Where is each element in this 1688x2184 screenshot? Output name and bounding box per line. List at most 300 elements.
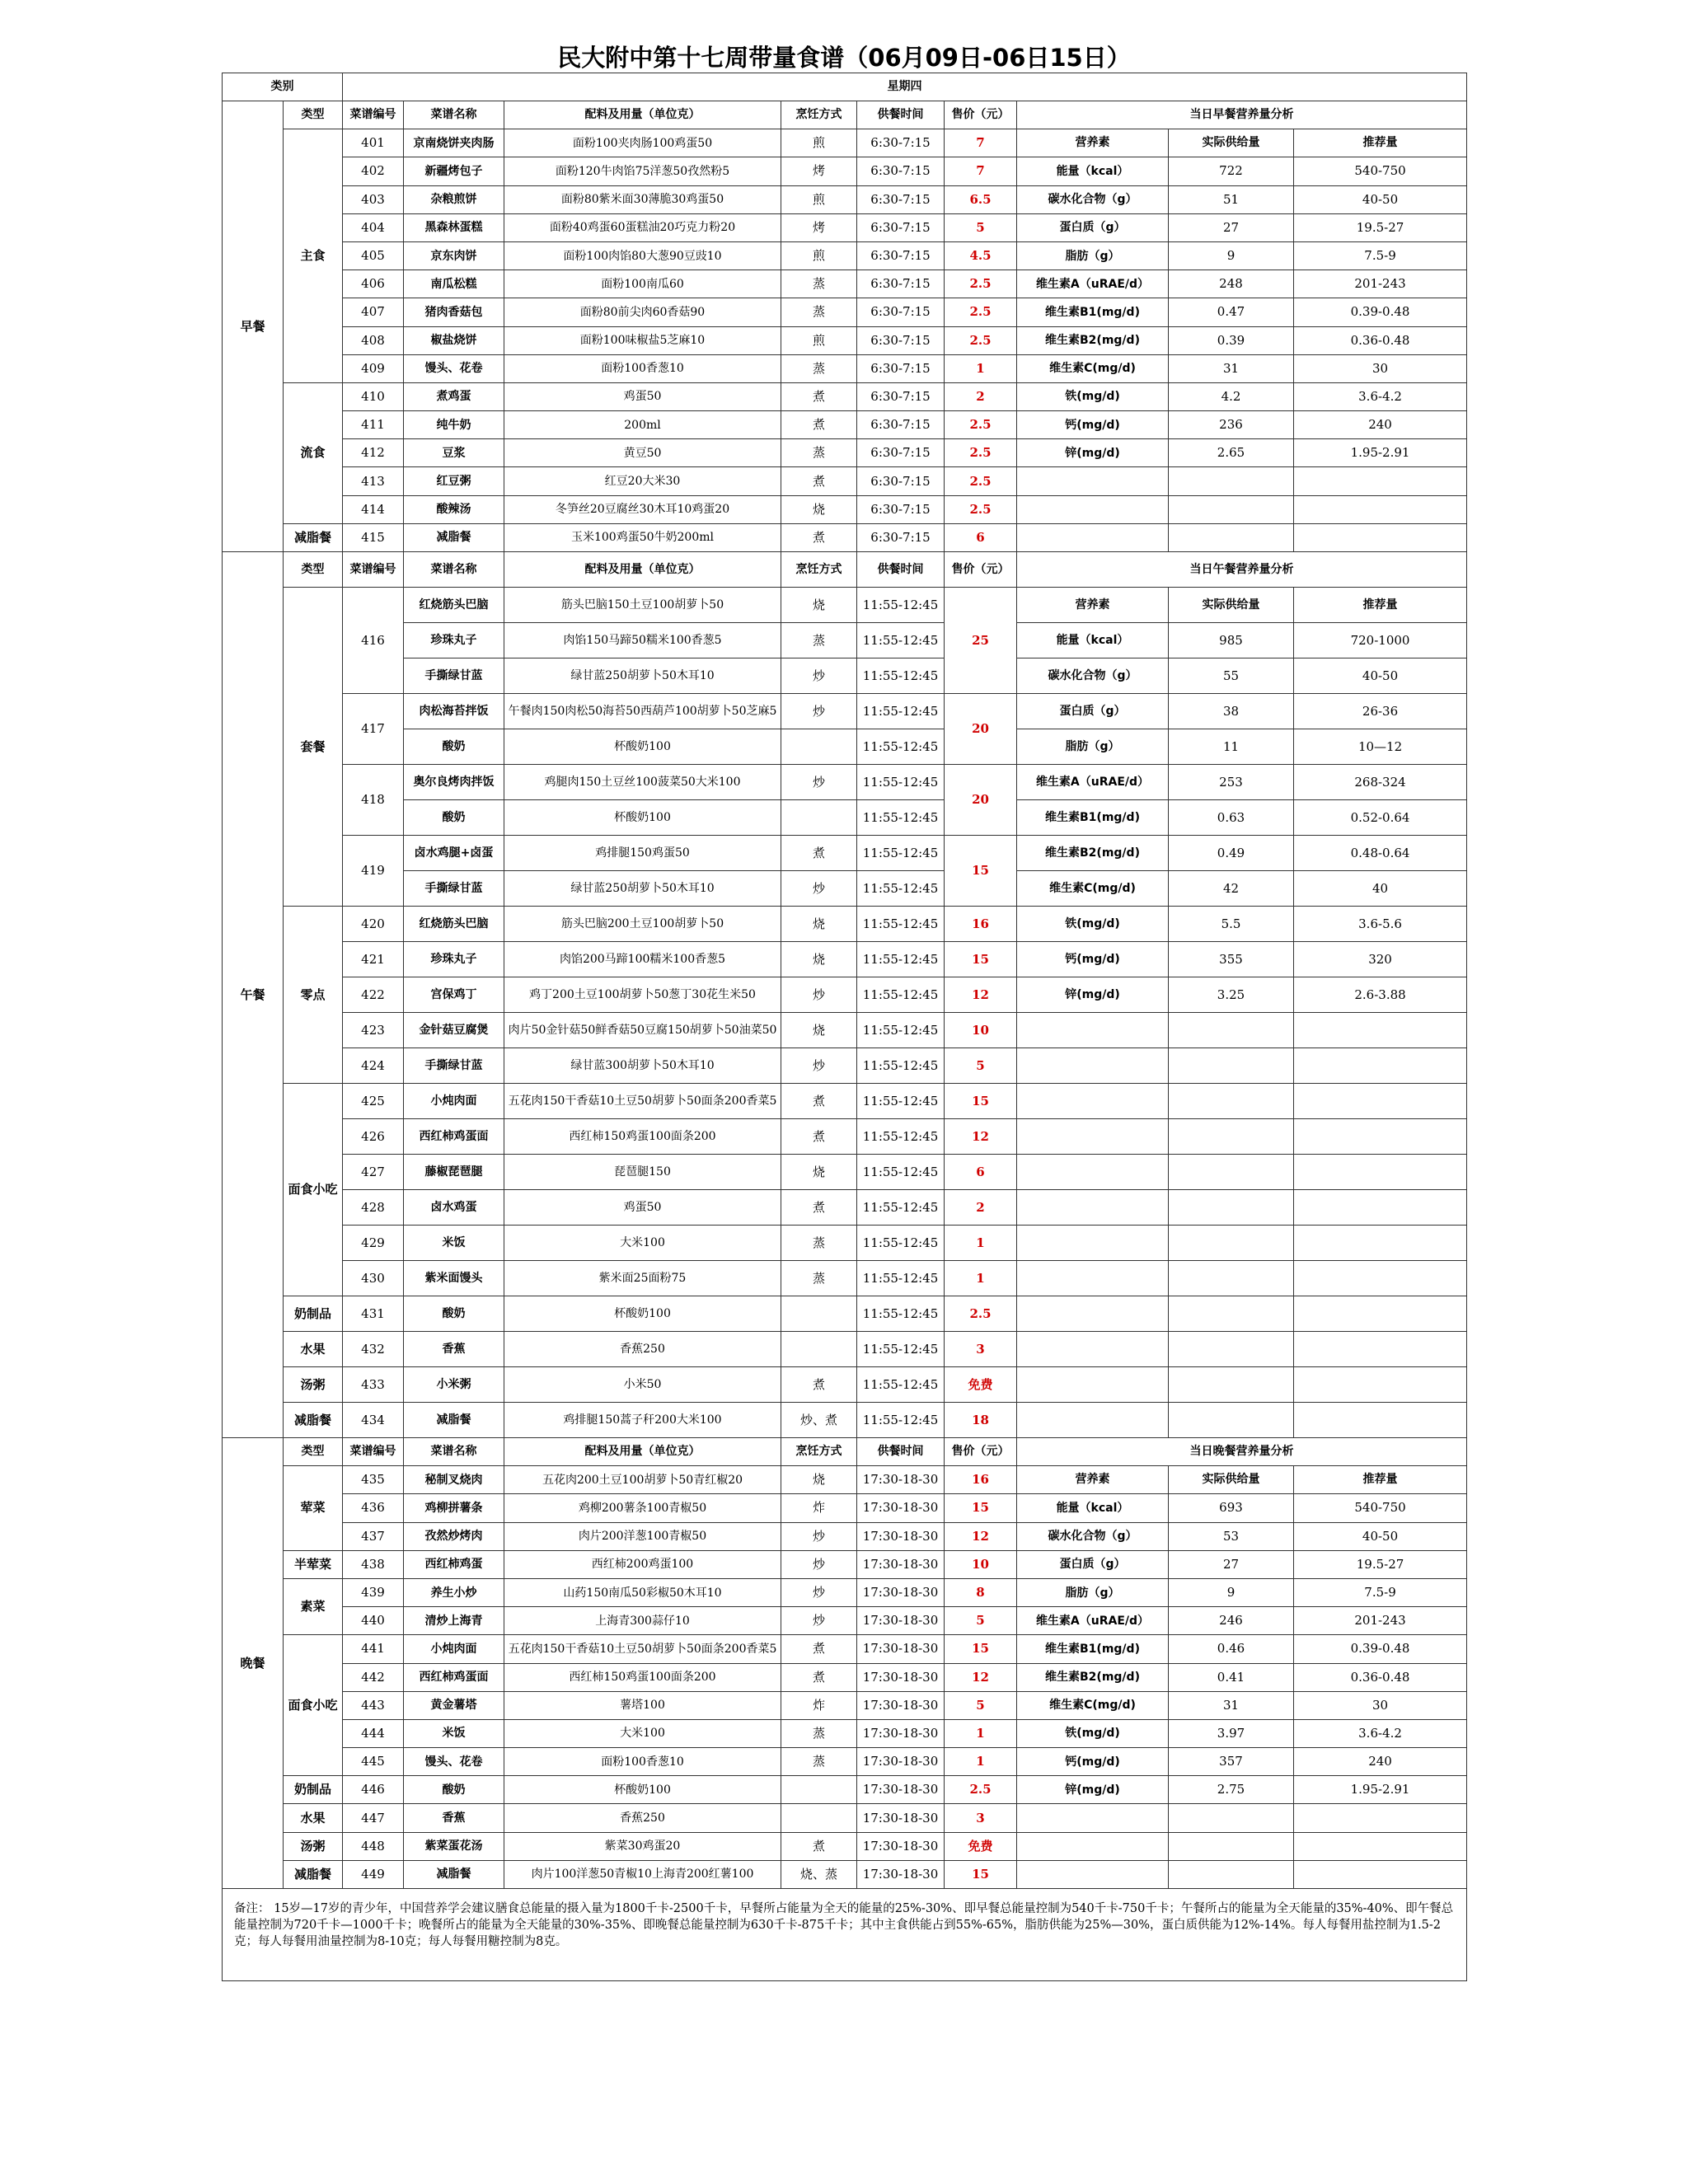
dish-name: 酸奶	[404, 1776, 504, 1804]
serving-time: 6:30-7:15	[857, 467, 945, 495]
nutrient-actual: 42	[1169, 871, 1294, 907]
serving-time: 17:30-18-30	[857, 1607, 945, 1635]
dish-ingredients: 午餐肉150肉松50海苔50西葫芦100胡萝卜50芝麻5	[504, 694, 781, 729]
dish-ingredients: 面粉40鸡蛋60蛋糕油20巧克力粉20	[504, 213, 781, 241]
dish-code: 439	[343, 1578, 404, 1606]
dish-code: 417	[343, 694, 404, 765]
empty-cell	[1294, 467, 1467, 495]
nutrient-actual: 55	[1169, 658, 1294, 694]
dish-name: 养生小炒	[404, 1578, 504, 1606]
cooking-method: 煮	[781, 1084, 857, 1119]
cooking-method: 煮	[781, 1635, 857, 1663]
dish-name: 新疆烤包子	[404, 157, 504, 185]
dish-price: 15	[945, 836, 1017, 907]
dish-name: 红豆粥	[404, 467, 504, 495]
dish-code: 448	[343, 1832, 404, 1860]
nutrient-actual: 253	[1169, 765, 1294, 800]
dish-price: 18	[945, 1403, 1017, 1438]
empty-cell	[1017, 1832, 1169, 1860]
dish-ingredients: 面粉100夹肉肠100鸡蛋50	[504, 129, 781, 157]
nutrient-actual: 31	[1169, 1691, 1294, 1719]
cooking-method: 烧	[781, 942, 857, 977]
dish-code: 427	[343, 1155, 404, 1190]
dish-price: 5	[945, 213, 1017, 241]
dish-name: 黑森林蛋糕	[404, 213, 504, 241]
cooking-method	[781, 1296, 857, 1332]
dish-code: 435	[343, 1466, 404, 1494]
empty-cell	[1017, 1261, 1169, 1296]
dish-ingredients: 鸡蛋50	[504, 1190, 781, 1226]
table-row	[223, 1367, 1467, 1403]
dish-ingredients: 肉馅150马蹄50糯米100香葱5	[504, 623, 781, 658]
day-header: 星期四	[343, 73, 1467, 101]
nutrient-name: 维生素A（uRAE/d）	[1017, 1607, 1169, 1635]
nutrient-name: 维生素B2(mg/d)	[1017, 836, 1169, 871]
dish-ingredients: 五花肉150干香菇10土豆50胡萝卜50面条200香菜5	[504, 1084, 781, 1119]
nutrient-name: 锌(mg/d)	[1017, 1776, 1169, 1804]
cooking-method: 蒸	[781, 1748, 857, 1776]
dish-price: 2.5	[945, 439, 1017, 467]
dish-ingredients: 绿甘蓝250胡萝卜50木耳10	[504, 658, 781, 694]
footnote: 备注： 15岁—17岁的青少年，中国营养学会建议膳食总能量的摄入量为1800千卡-2500千卡，早餐所占能量为全天的能量的25%-30%、即早餐总能量控制为540千卡-750千卡；午餐所占的能量为全天能量的35%-40%、即午餐总能量控制为720千卡—1000千卡；晚餐所占的能量为全天能量的30%-35%、即晚餐总能量控制为630千卡-875千卡；其中主食供能占到55%-65%，脂肪供能为25%—30%，蛋白质供能为12%-14%。每人每餐用盐控制为1.5-2克；每人每餐用油量控制为8-10克；每人每餐用糖控制为8克。	[223, 1889, 1467, 1981]
dish-code: 438	[343, 1550, 404, 1578]
dish-code: 421	[343, 942, 404, 977]
dish-price: 15	[945, 1494, 1017, 1522]
column-header-price: 售价（元）	[945, 552, 1017, 588]
serving-time: 17:30-18-30	[857, 1494, 945, 1522]
dish-name: 猪肉香菇包	[404, 298, 504, 326]
dish-code: 447	[343, 1804, 404, 1832]
table-row	[223, 382, 1467, 410]
table-row	[223, 800, 1467, 836]
dish-price: 2	[945, 1190, 1017, 1226]
dish-code: 434	[343, 1403, 404, 1438]
dish-ingredients: 西红柿150鸡蛋100面条200	[504, 1119, 781, 1155]
dish-type: 水果	[284, 1332, 343, 1367]
dish-name: 黄金薯塔	[404, 1691, 504, 1719]
dish-code: 424	[343, 1048, 404, 1084]
dish-code: 428	[343, 1190, 404, 1226]
serving-time: 11:55-12:45	[857, 1119, 945, 1155]
table-row	[223, 185, 1467, 213]
dish-code: 430	[343, 1261, 404, 1296]
nutrient-actual: 248	[1169, 270, 1294, 298]
nutrient-actual: 985	[1169, 623, 1294, 658]
table-row	[223, 623, 1467, 658]
dish-price: 免费	[945, 1367, 1017, 1403]
cooking-method: 煮	[781, 1832, 857, 1860]
nutrient-name: 维生素B2(mg/d)	[1017, 326, 1169, 354]
dish-price: 2.5	[945, 495, 1017, 523]
table-row	[223, 588, 1467, 623]
dish-ingredients: 琵琶腿150	[504, 1155, 781, 1190]
cooking-method	[781, 1804, 857, 1832]
serving-time: 6:30-7:15	[857, 185, 945, 213]
dish-ingredients: 鸡排腿150蒿子秆200大米100	[504, 1403, 781, 1438]
table-row	[223, 1550, 1467, 1578]
serving-time: 17:30-18-30	[857, 1466, 945, 1494]
dish-name: 煮鸡蛋	[404, 382, 504, 410]
nutrient-recommended: 10—12	[1294, 729, 1467, 765]
column-header-code: 菜谱编号	[343, 552, 404, 588]
nutrient-actual: 3.97	[1169, 1719, 1294, 1747]
cooking-method: 炒	[781, 977, 857, 1013]
meal-label: 晚餐	[223, 1438, 284, 1889]
serving-time: 11:55-12:45	[857, 694, 945, 729]
dish-code: 404	[343, 213, 404, 241]
serving-time: 17:30-18-30	[857, 1719, 945, 1747]
column-header-type: 类型	[284, 101, 343, 129]
cooking-method: 煮	[781, 523, 857, 551]
nutrient-name: 维生素A（uRAE/d）	[1017, 270, 1169, 298]
table-row	[223, 326, 1467, 354]
column-header-type: 类型	[284, 1438, 343, 1466]
serving-time: 6:30-7:15	[857, 439, 945, 467]
dish-name: 小炖肉面	[404, 1084, 504, 1119]
serving-time: 6:30-7:15	[857, 411, 945, 439]
dish-type: 减脂餐	[284, 523, 343, 551]
empty-cell	[1017, 1119, 1169, 1155]
column-header-ingredients: 配料及用量（单位克）	[504, 101, 781, 129]
serving-time: 17:30-18-30	[857, 1860, 945, 1888]
serving-time: 17:30-18-30	[857, 1663, 945, 1691]
empty-cell	[1294, 1013, 1467, 1048]
table-row	[223, 1048, 1467, 1084]
dish-ingredients: 200ml	[504, 411, 781, 439]
recommended-header: 推荐量	[1294, 129, 1467, 157]
actual-header: 实际供给量	[1169, 129, 1294, 157]
serving-time: 6:30-7:15	[857, 129, 945, 157]
nutrient-recommended: 0.52-0.64	[1294, 800, 1467, 836]
table-row	[223, 467, 1467, 495]
cooking-method: 煮	[781, 382, 857, 410]
nutrient-recommended: 240	[1294, 411, 1467, 439]
dish-ingredients: 大米100	[504, 1719, 781, 1747]
table-row	[223, 942, 1467, 977]
dish-price: 2.5	[945, 467, 1017, 495]
column-header-time: 供餐时间	[857, 101, 945, 129]
nutrient-recommended: 40-50	[1294, 658, 1467, 694]
empty-cell	[1169, 523, 1294, 551]
dish-name: 减脂餐	[404, 1860, 504, 1888]
dish-name: 小炖肉面	[404, 1635, 504, 1663]
dish-code: 405	[343, 241, 404, 269]
dish-code: 419	[343, 836, 404, 907]
dish-price: 1	[945, 1226, 1017, 1261]
dish-type: 零点	[284, 907, 343, 1084]
dish-type: 水果	[284, 1804, 343, 1832]
dish-ingredients: 杯酸奶100	[504, 729, 781, 765]
empty-cell	[1169, 1119, 1294, 1155]
nutrient-actual: 0.49	[1169, 836, 1294, 871]
table-row	[223, 765, 1467, 800]
dish-code: 407	[343, 298, 404, 326]
cooking-method: 煎	[781, 129, 857, 157]
empty-cell	[1294, 1332, 1467, 1367]
serving-time: 11:55-12:45	[857, 1155, 945, 1190]
cooking-method: 炸	[781, 1494, 857, 1522]
dish-name: 卤水鸡蛋	[404, 1190, 504, 1226]
dish-type: 面食小吃	[284, 1084, 343, 1296]
nutrient-name: 脂肪（g）	[1017, 1578, 1169, 1606]
nutrient-name: 铁(mg/d)	[1017, 1719, 1169, 1747]
nutrient-recommended: 0.39-0.48	[1294, 298, 1467, 326]
recommended-header: 推荐量	[1294, 1466, 1467, 1494]
dish-price: 5	[945, 1691, 1017, 1719]
empty-cell	[1017, 1013, 1169, 1048]
empty-cell	[1294, 1296, 1467, 1332]
empty-cell	[1294, 1155, 1467, 1190]
nutrient-recommended: 240	[1294, 1748, 1467, 1776]
nutrient-actual: 693	[1169, 1494, 1294, 1522]
cooking-method: 炸	[781, 1691, 857, 1719]
cooking-method: 炒	[781, 694, 857, 729]
dish-ingredients: 面粉100香葱10	[504, 1748, 781, 1776]
dish-name: 香蕉	[404, 1804, 504, 1832]
serving-time: 11:55-12:45	[857, 765, 945, 800]
nutrient-header: 营养素	[1017, 588, 1169, 623]
empty-cell	[1294, 523, 1467, 551]
nutrient-actual: 27	[1169, 213, 1294, 241]
table-row	[223, 1832, 1467, 1860]
serving-time: 11:55-12:45	[857, 588, 945, 623]
dish-code: 444	[343, 1719, 404, 1747]
empty-cell	[1017, 1084, 1169, 1119]
dish-price: 7	[945, 157, 1017, 185]
nutrient-actual: 27	[1169, 1550, 1294, 1578]
empty-cell	[1169, 1048, 1294, 1084]
dish-code: 445	[343, 1748, 404, 1776]
nutrient-recommended: 30	[1294, 1691, 1467, 1719]
dish-code: 426	[343, 1119, 404, 1155]
column-header-ingredients: 配料及用量（单位克）	[504, 1438, 781, 1466]
nutrient-name: 维生素B1(mg/d)	[1017, 298, 1169, 326]
column-header-method: 烹饪方式	[781, 1438, 857, 1466]
cooking-method: 煮	[781, 1663, 857, 1691]
table-row	[223, 1860, 1467, 1888]
table-row	[223, 1607, 1467, 1635]
cooking-method	[781, 729, 857, 765]
dish-name: 紫菜蛋花汤	[404, 1832, 504, 1860]
dish-name: 金针菇豆腐煲	[404, 1013, 504, 1048]
table-row	[223, 1691, 1467, 1719]
dish-code: 443	[343, 1691, 404, 1719]
cooking-method: 煎	[781, 185, 857, 213]
cooking-method: 烧、蒸	[781, 1860, 857, 1888]
dish-ingredients: 面粉80紫米面30薄脆30鸡蛋50	[504, 185, 781, 213]
serving-time: 6:30-7:15	[857, 241, 945, 269]
nutrient-recommended: 0.36-0.48	[1294, 1663, 1467, 1691]
dish-code: 402	[343, 157, 404, 185]
dish-code: 436	[343, 1494, 404, 1522]
dish-code: 442	[343, 1663, 404, 1691]
dish-ingredients: 面粉100肉馅80大葱90豆豉10	[504, 241, 781, 269]
nutrient-recommended: 7.5-9	[1294, 1578, 1467, 1606]
serving-time: 6:30-7:15	[857, 326, 945, 354]
cooking-method: 煮	[781, 836, 857, 871]
table-row	[223, 298, 1467, 326]
dish-ingredients: 西红柿150鸡蛋100面条200	[504, 1663, 781, 1691]
nutrient-actual: 5.5	[1169, 907, 1294, 942]
nutrient-recommended: 1.95-2.91	[1294, 439, 1467, 467]
empty-cell	[1169, 1332, 1294, 1367]
table-row	[223, 1578, 1467, 1606]
menu-table	[222, 73, 1467, 1981]
nutrient-name: 钙(mg/d)	[1017, 942, 1169, 977]
table-row	[223, 729, 1467, 765]
dish-ingredients: 黄豆50	[504, 439, 781, 467]
empty-cell	[1294, 1832, 1467, 1860]
dish-code: 406	[343, 270, 404, 298]
column-header-method: 烹饪方式	[781, 552, 857, 588]
nutrient-name: 维生素C(mg/d)	[1017, 354, 1169, 382]
table-row	[223, 1776, 1467, 1804]
nutrient-recommended: 19.5-27	[1294, 1550, 1467, 1578]
cooking-method: 蒸	[781, 1261, 857, 1296]
table-row	[223, 129, 1467, 157]
dish-ingredients: 红豆20大米30	[504, 467, 781, 495]
nutrient-recommended: 40-50	[1294, 1522, 1467, 1550]
dish-type: 素菜	[284, 1578, 343, 1634]
nutrient-name: 蛋白质（g）	[1017, 213, 1169, 241]
dish-price: 15	[945, 1860, 1017, 1888]
cooking-method: 烧	[781, 907, 857, 942]
dish-name: 小米粥	[404, 1367, 504, 1403]
nutrient-recommended: 3.6-4.2	[1294, 382, 1467, 410]
dish-price: 1	[945, 1748, 1017, 1776]
nutrient-name: 能量（kcal）	[1017, 1494, 1169, 1522]
dish-price: 6	[945, 1155, 1017, 1190]
dish-price: 2.5	[945, 411, 1017, 439]
table-row	[223, 1889, 1467, 1981]
nutrient-name: 蛋白质（g）	[1017, 1550, 1169, 1578]
table-row	[223, 157, 1467, 185]
dish-ingredients: 肉片200洋葱100青椒50	[504, 1522, 781, 1550]
nutrient-name: 锌(mg/d)	[1017, 977, 1169, 1013]
nutrient-recommended: 1.95-2.91	[1294, 1776, 1467, 1804]
nutrient-recommended: 3.6-4.2	[1294, 1719, 1467, 1747]
dish-price: 1	[945, 354, 1017, 382]
dish-price: 12	[945, 1522, 1017, 1550]
dish-ingredients: 冬笋丝20豆腐丝30木耳10鸡蛋20	[504, 495, 781, 523]
nutrient-name: 维生素B1(mg/d)	[1017, 1635, 1169, 1663]
dish-name: 京东肉饼	[404, 241, 504, 269]
empty-cell	[1294, 1860, 1467, 1888]
nutrient-name: 维生素B2(mg/d)	[1017, 1663, 1169, 1691]
empty-cell	[1294, 1048, 1467, 1084]
empty-cell	[1169, 1155, 1294, 1190]
cooking-method: 蒸	[781, 623, 857, 658]
cooking-method	[781, 1332, 857, 1367]
table-row	[223, 1663, 1467, 1691]
serving-time: 17:30-18-30	[857, 1635, 945, 1663]
serving-time: 17:30-18-30	[857, 1550, 945, 1578]
nutrient-actual: 0.46	[1169, 1635, 1294, 1663]
cooking-method: 炒	[781, 1048, 857, 1084]
nutrient-name: 碳水化合物（g）	[1017, 1522, 1169, 1550]
table-row	[223, 523, 1467, 551]
empty-cell	[1294, 1084, 1467, 1119]
meal-label: 早餐	[223, 101, 284, 552]
cooking-method: 煮	[781, 467, 857, 495]
dish-code: 403	[343, 185, 404, 213]
dish-ingredients: 杯酸奶100	[504, 1296, 781, 1332]
dish-price: 6.5	[945, 185, 1017, 213]
dish-price: 2.5	[945, 298, 1017, 326]
cooking-method: 蒸	[781, 298, 857, 326]
dish-type: 荤菜	[284, 1466, 343, 1551]
dish-code: 409	[343, 354, 404, 382]
cooking-method: 蒸	[781, 354, 857, 382]
nutrient-name: 锌(mg/d)	[1017, 439, 1169, 467]
empty-cell	[1294, 1261, 1467, 1296]
dish-price: 5	[945, 1607, 1017, 1635]
dish-name: 椒盐烧饼	[404, 326, 504, 354]
table-row	[223, 495, 1467, 523]
empty-cell	[1169, 1013, 1294, 1048]
dish-code: 425	[343, 1084, 404, 1119]
dish-name: 清炒上海青	[404, 1607, 504, 1635]
serving-time: 11:55-12:45	[857, 1226, 945, 1261]
nutrient-header: 营养素	[1017, 1466, 1169, 1494]
cooking-method: 蒸	[781, 270, 857, 298]
serving-time: 6:30-7:15	[857, 382, 945, 410]
nutrient-actual: 11	[1169, 729, 1294, 765]
dish-name: 手撕绿甘蓝	[404, 658, 504, 694]
dish-price: 20	[945, 694, 1017, 765]
dish-price: 免费	[945, 1832, 1017, 1860]
serving-time: 17:30-18-30	[857, 1691, 945, 1719]
nutrient-name: 脂肪（g）	[1017, 729, 1169, 765]
cooking-method: 煮	[781, 1367, 857, 1403]
dish-ingredients: 香蕉250	[504, 1804, 781, 1832]
table-row	[223, 1748, 1467, 1776]
serving-time: 6:30-7:15	[857, 157, 945, 185]
empty-cell	[1169, 467, 1294, 495]
dish-type: 流食	[284, 382, 343, 523]
column-header-time: 供餐时间	[857, 1438, 945, 1466]
dish-name: 杂粮煎饼	[404, 185, 504, 213]
serving-time: 17:30-18-30	[857, 1776, 945, 1804]
nutrient-recommended: 40	[1294, 871, 1467, 907]
nutrient-actual: 0.41	[1169, 1663, 1294, 1691]
nutrient-actual: 246	[1169, 1607, 1294, 1635]
cooking-method: 煎	[781, 241, 857, 269]
dish-code: 413	[343, 467, 404, 495]
dish-code: 418	[343, 765, 404, 836]
table-row	[223, 411, 1467, 439]
cooking-method: 炒	[781, 1522, 857, 1550]
dish-code: 429	[343, 1226, 404, 1261]
nutrient-recommended: 30	[1294, 354, 1467, 382]
dish-code: 414	[343, 495, 404, 523]
dish-type: 主食	[284, 129, 343, 383]
serving-time: 11:55-12:45	[857, 1084, 945, 1119]
column-header-time: 供餐时间	[857, 552, 945, 588]
serving-time: 6:30-7:15	[857, 270, 945, 298]
cooking-method: 烧	[781, 588, 857, 623]
empty-cell	[1294, 1403, 1467, 1438]
dish-price: 16	[945, 1466, 1017, 1494]
table-row	[223, 270, 1467, 298]
cooking-method	[781, 800, 857, 836]
table-row	[223, 977, 1467, 1013]
table-row	[223, 241, 1467, 269]
empty-cell	[1017, 1860, 1169, 1888]
nutrient-recommended: 3.6-5.6	[1294, 907, 1467, 942]
cooking-method: 蒸	[781, 439, 857, 467]
dish-price: 20	[945, 765, 1017, 836]
